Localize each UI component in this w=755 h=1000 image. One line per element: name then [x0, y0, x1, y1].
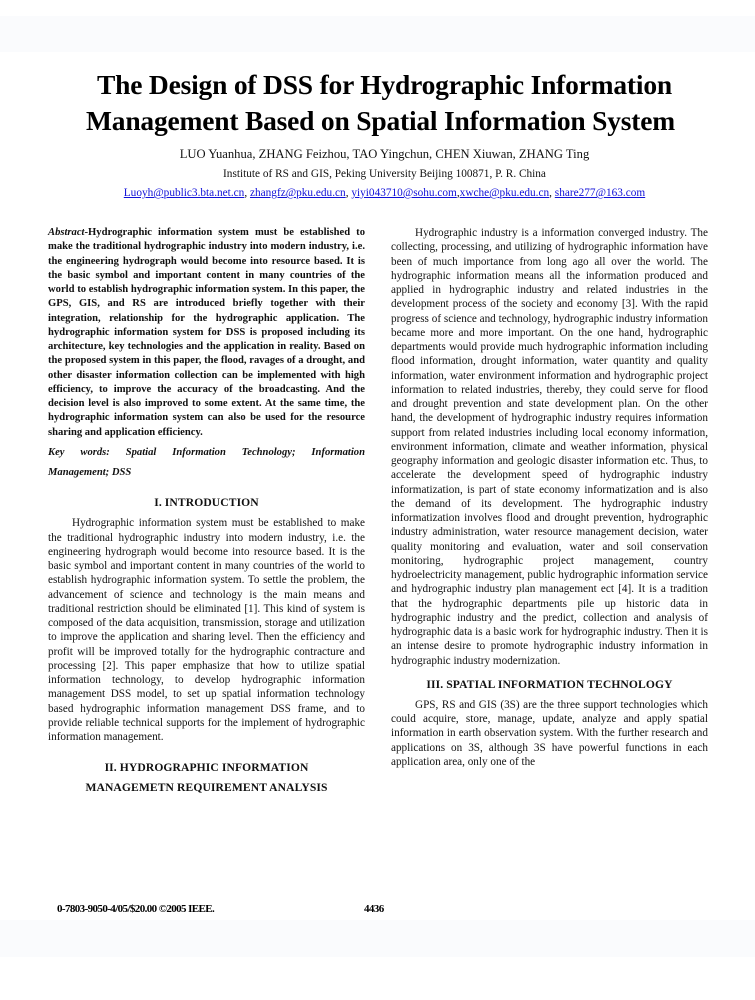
right-column	[391, 226, 708, 769]
author-list: LUO Yuanhua, ZHANG Feizhou, TAO Yingchun, CHEN Xiuwan, ZHANG Ting	[179, 147, 590, 161]
affiliation: Institute of RS and GIS, Peking University Beijing 100871, P. R. China	[223, 168, 546, 180]
email-separator: ,	[244, 187, 250, 199]
section-heading-spatial-technology: III. SPATIAL INFORMATION TECHNOLOGY	[426, 677, 673, 691]
email-list	[0, 186, 755, 200]
email-link[interactable]: yiyi043710@sohu.com	[351, 187, 457, 199]
email-link[interactable]: zhangfz@pku.edu.cn	[249, 187, 346, 199]
email-link[interactable]: share277@163.com	[554, 187, 646, 199]
top-margin-band	[0, 16, 755, 52]
abstract-text: -Hydrographic information system must be established to make the traditional hydrographic industry into modern industry, i.e. the engineering hydrograph would become into resource based. It is the basic symbol and important content in many countries of the world to establish hydrographic information system. In this paper, the GPS, GIS, and RS are introduced briefly together with their integration, relationship for the hydrographic application. The hydrographic information system for DSS is proposed including its architecture, key technologies and the application in reality. Based on the proposed system in this paper, the flood, ravages of a drought, and other disaster information collection can be implemented with high efficiency, to improve the accuracy of the broadcasting. And the decision level is also improved to some extent. At the same time, the hydrographic information system can also be used for the resource sharing and application efficiency.	[48, 227, 365, 438]
email-link[interactable]: xwche@pku.edu.cn	[459, 187, 550, 199]
introduction-paragraph: Hydrographic information system must be established to make the traditional hydrographic industry into modern industry, i.e. the engineering hydrograph would become into resource based. It is the basic symbol and important content in many countries of the world to establish hydrographic information system. To settle the problem, the advancement of science and technology is the main means and traditional restriction should be eliminated [1]. This kind of system is composed of the data acquisition, transmission, storage and utilization to improve the application and sharing level. Then the efficiency and profit will be improved totally for the hydrographic contracture and processing [2]. This paper emphasize that how to utilize spatial information technology, to develop hydrographic information management DSS model, to set up spatial information technology based hydrographic information management DSS frame, and to provide reliable technical supports for the implement of hydrographic information management.	[48, 517, 365, 743]
email-separator: ,	[456, 187, 460, 199]
email-separator: ,	[549, 187, 555, 199]
heading-line-2: MANAGEMETN REQUIREMENT ANALYSIS	[85, 781, 328, 795]
section-heading-requirement-analysis	[48, 758, 365, 798]
paper-title-line-1: The Design of DSS for Hydrographic Information	[97, 69, 672, 100]
paper-title-line-2: Management Based on Spatial Information System	[86, 105, 675, 136]
keywords-line-2: Management; DSS	[48, 467, 132, 478]
section-heading-introduction: I. INTRODUCTION	[154, 496, 259, 510]
requirement-analysis-paragraph: Hydrographic industry is a information converged industry. The collecting, processing, and utilizing of hydrographic information have been of much importance from long ago all over the world. The hydrographic information means all the information produced and applied in hydrographic industry and related industries in the development process of the society and economy [3]. With the rapid progress of science and technology, hydrographic industry information became more and more important. On the one hand, hydrographic departments would provide much hydrographic information including flood information, drought information, water quantity and quality information, water environment information and hydrographic project information to related industries, thereby, they could serve for flood and drought prevention and state development plan. On the other hand, the development of hydrographic industry requires information support from related industries including local economy information, environment information, climate and weather information, physical geography information and geologic disaster information etc. Thus, to accelerate the development speed of hydrographic industry informatization, is part of state economy informatization and is also the demand of its development. The hydrographic industry informatization involves flood and drought prevention, hydrographic industry administration, water resource management decision, water quality monitoring and evaluation, water and soil conservation monitoring, hydrographic project management, country hydroelectricity management, public hydrographic information service and hydrographic industry plan management ect [4]. It is a tradition that the hydrographic departments pile up historic data in hydrographic industry and the predict, collection and analysis of hydrographic data is a basic work for hydrographic industry. Then it is an intense desire to promote hydrographic industry information in hydrographic industry modernization.	[391, 227, 708, 667]
email-separator: ,	[345, 187, 352, 199]
keywords-line-1: Key words: Spatial Information Technology; Information	[48, 446, 365, 458]
abstract	[48, 226, 365, 440]
email-link[interactable]: Luoyh@public3.bta.net.cn	[123, 187, 245, 199]
spatial-technology-paragraph: GPS, RS and GIS (3S) are the three support technologies which could acquire, store, manage, update, analyze and apply spatial information in earth observation system. With the further research and applications on 3S, although 3S have powerful functions in each application area, only one of the	[391, 698, 708, 768]
left-column	[48, 226, 365, 798]
bottom-margin-band	[0, 920, 755, 957]
abstract-label: Abstract	[48, 227, 85, 238]
copyright-notice: 0-7803-9050-4/05/$20.00 ©2005 IEEE.	[57, 903, 215, 915]
page-number: 4436	[364, 903, 384, 915]
heading-line-1: II. HYDROGRAPHIC INFORMATION	[104, 761, 309, 775]
keywords	[48, 446, 365, 481]
